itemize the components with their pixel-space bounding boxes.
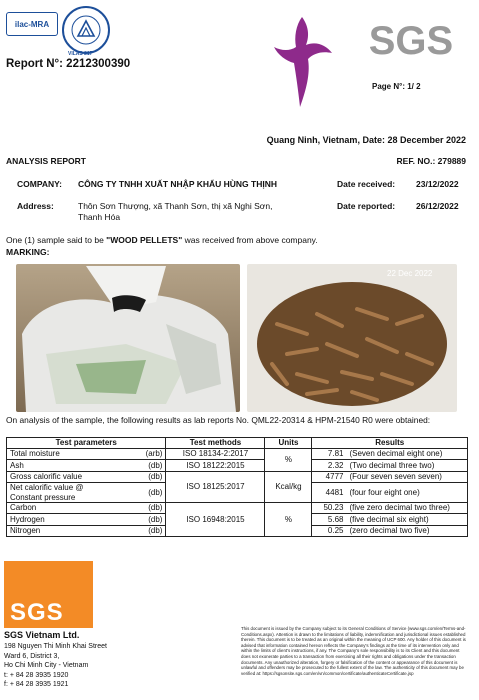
words-cell: (four four eight one)	[346, 483, 467, 503]
param-cell: Ash	[7, 460, 130, 471]
method-cell: ISO 18134-2:2017	[166, 449, 265, 460]
words-cell: (five zero decimal two three)	[346, 502, 467, 513]
param-cell: Total moisture	[7, 449, 130, 460]
sgs-footer-logo	[4, 561, 93, 628]
value-cell: 7.81	[312, 449, 347, 460]
date-received-value: 23/12/2022	[416, 179, 459, 189]
footer-address-line-2: Ward 6, District 3,	[4, 652, 60, 660]
method-cell: ISO 18125:2017	[166, 471, 265, 502]
sgs-footer-logo-text: SGS	[10, 599, 64, 626]
param-cell: Carbon	[7, 502, 130, 513]
basis-cell: (arb)	[130, 449, 166, 460]
footer-phone: t: + 84 28 3935 1920	[4, 671, 69, 679]
words-cell: (Four seven seven seven)	[346, 471, 467, 482]
footer-address	[4, 642, 107, 690]
method-cell: ISO 16948:2015	[166, 502, 265, 536]
unit-cell: %	[265, 502, 312, 536]
words-cell: (zero decimal two five)	[346, 525, 467, 536]
results-table	[6, 437, 468, 537]
words-cell: (Seven decimal eight one)	[346, 449, 467, 460]
words-cell: (five decimal six eight)	[346, 514, 467, 525]
table-row	[7, 449, 468, 460]
wood-pellets-photo	[247, 264, 457, 412]
date-reported-value: 26/12/2022	[416, 201, 459, 211]
accreditation-seal-logo	[62, 6, 110, 54]
unit-cell: Kcal/kg	[265, 471, 312, 502]
page-number: Page N°: 1/ 2	[372, 82, 421, 91]
param-line-1: Net calorific value @	[10, 483, 84, 493]
words-cell: (Two decimal three two)	[346, 460, 467, 471]
table-header-row	[7, 438, 468, 449]
footer-disclaimer: This document is issued by the Company subject to its General Conditions of Service (www.sgs.com/en/Terms-and-Conditions.aspx). Attention is drawn to the limitations of liability, indemnification and jurisdictional issues established therein. This document is to be treated as an original within the meaning of UCP 600. Any holder of this document is advised that information contained hereon reflects the Company's findings at the time of its intervention only and within the limits of client's instructions, if any. The Company's sole responsibility is to its Client and this document does not exonerate parties to a transaction from exercising all their rights and obligations under the transaction documents. Any unauthorized alteration, forgery or falsification of the content or appearance of this document is unlawful and offenders may be prosecuted to the fullest extent of the law. The authenticity of this document may be verified at: https://sgsonsite.sgs.com/en/vn/common/certificate/authenticateCertificate.jsp	[241, 626, 466, 676]
unit-cell: %	[265, 449, 312, 472]
place-date: Quang Ninh, Vietnam, Date: 28 December 2022	[266, 135, 466, 145]
basis-cell: (db)	[130, 471, 166, 482]
value-cell: 5.68	[312, 514, 347, 525]
date-received-label: Date received:	[337, 179, 396, 189]
value-cell: 50.23	[312, 502, 347, 513]
header-units: Units	[265, 438, 312, 449]
basis-cell: (db)	[130, 502, 166, 513]
value-cell: 2.32	[312, 460, 347, 471]
report-number: Report N°: 2212300390	[6, 58, 131, 70]
date-reported-label: Date reported:	[337, 201, 396, 211]
results-intro: On analysis of the sample, the following results as lab reports No. QML22-20314 & HPM-21540 R0 were obtained:	[6, 415, 431, 425]
sample-description	[6, 235, 318, 245]
ilac-mra-logo: ilac-MRA	[6, 12, 58, 36]
sample-name: "WOOD PELLETS"	[106, 235, 183, 245]
param-cell	[7, 483, 130, 503]
marking-label: MARKING:	[6, 247, 50, 257]
basis-cell: (db)	[130, 525, 166, 536]
param-cell: Nitrogen	[7, 525, 130, 536]
address-line-1: Thôn Sơn Thượng, xã Thanh Sơn, thị xã Nghi Sơn,	[78, 201, 273, 211]
basis-cell: (db)	[130, 460, 166, 471]
sgs-logo	[361, 16, 461, 66]
table-row	[7, 502, 468, 513]
param-line-2: Constant pressure	[10, 492, 76, 502]
accreditation-seal-icon	[66, 10, 106, 50]
footer-address-line-3: Ho Chi Minh City - Vietnam	[4, 662, 89, 670]
header-test-methods: Test methods	[166, 438, 265, 449]
basis-cell: (db)	[130, 483, 166, 503]
table-row	[7, 471, 468, 482]
address-line-2: Thanh Hóa	[78, 212, 121, 222]
table-row	[7, 460, 468, 471]
param-cell: Hydrogen	[7, 514, 130, 525]
sample-suffix: was received from above company.	[182, 235, 318, 245]
footer-address-line-1: 198 Nguyen Thi Minh Khai Street	[4, 643, 107, 650]
vilas-code: VILAS 217	[68, 51, 93, 57]
sample-prefix: One (1) sample said to be	[6, 235, 107, 245]
company-label: COMPANY:	[17, 179, 63, 189]
photo-date-stamp: 22 Dec 2022	[387, 269, 433, 278]
value-cell: 0.25	[312, 525, 347, 536]
header-test-parameters: Test parameters	[7, 438, 166, 449]
footer-fax: f: + 84 28 3935 1921	[4, 681, 69, 689]
bird-logo-icon	[272, 15, 334, 110]
value-cell: 4481	[312, 483, 347, 503]
footer-company-name: SGS Vietnam Ltd.	[4, 630, 80, 640]
address-label: Address:	[17, 201, 54, 211]
header-results: Results	[312, 438, 468, 449]
param-cell: Gross calorific value	[7, 471, 130, 482]
value-cell: 4777	[312, 471, 347, 482]
document-title: ANALYSIS REPORT	[6, 156, 86, 166]
sample-bag-photo	[16, 264, 240, 412]
svg-text:SGS: SGS	[368, 19, 454, 63]
basis-cell: (db)	[130, 514, 166, 525]
method-cell: ISO 18122:2015	[166, 460, 265, 471]
reference-number: REF. NO.: 279889	[396, 156, 466, 166]
company-name: CÔNG TY TNHH XUẤT NHẬP KHẨU HÙNG THỊNH	[78, 179, 277, 189]
